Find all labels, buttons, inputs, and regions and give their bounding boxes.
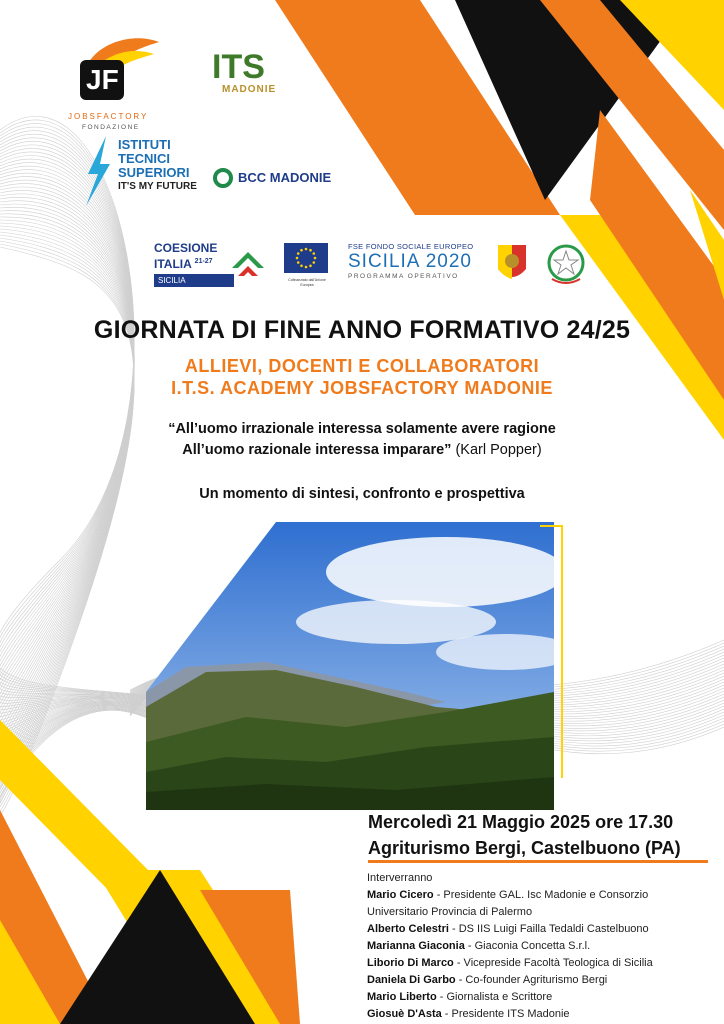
italian-republic-emblem-icon — [546, 243, 586, 285]
subtitle-audience: ALLIEVI, DOCENTI E COLLABORATORI — [184, 356, 540, 376]
landscape-photo — [146, 522, 554, 810]
event-date: Mercoledì 21 Maggio 2025 ore 17.30 — [368, 812, 674, 832]
fse-line3: PROGRAMMA OPERATIVO — [348, 273, 459, 280]
jobsfactory-sub: FONDAZIONE — [82, 124, 140, 131]
quote-line-2: All’uomo razionale interessa imparare” — [182, 442, 452, 458]
speaker-name: Mario Cicero — [367, 889, 434, 901]
speaker-row — [367, 989, 717, 1006]
coesione-line1: COESIONE — [154, 241, 218, 255]
its-madonie-logo[interactable] — [212, 50, 282, 114]
speaker-role: - Giornalista e Scrittore — [436, 991, 553, 1003]
speaker-row — [367, 955, 717, 972]
jobsfactory-name: JOBSFACTORY — [68, 112, 149, 121]
speaker-role: - Presidente GAL. Isc Madonie e Consorzio — [433, 889, 649, 901]
fse-sicilia-logo[interactable] — [348, 242, 488, 288]
speaker-row — [367, 904, 717, 921]
quote-author: (Karl Popper) — [455, 442, 542, 458]
divider-line — [368, 860, 708, 863]
speaker-role: - Co-founder Agriturismo Bergi — [455, 974, 608, 986]
fse-line1: FSE FONDO SOCIALE EUROPEO — [348, 242, 474, 251]
speaker-row — [367, 1006, 717, 1023]
italy-emblem[interactable] — [546, 243, 586, 285]
speaker-name: Liborio Di Marco — [367, 957, 454, 969]
quote-line-1: “All’uomo irrazionale interessa solamente avere ragione — [168, 421, 556, 437]
coesione-sup: 21-27 — [194, 258, 213, 265]
speaker-row — [367, 972, 717, 989]
speaker-row — [367, 887, 717, 904]
its-sub: MADONIE — [222, 84, 277, 95]
speaker-role: - Presidente ITS Madonie — [441, 1008, 570, 1020]
page-title: GIORNATA DI FINE ANNO FORMATIVO 24/25 — [93, 316, 631, 344]
quote-line-2-wrap — [0, 442, 724, 458]
eu-flag-logo[interactable] — [284, 243, 330, 287]
eu-flag-icon — [284, 243, 328, 273]
speaker-name: Giosuè D'Asta — [367, 1008, 442, 1020]
coesione-region: SICILIA — [154, 274, 234, 287]
speaker-role: - Giaconia Concetta S.r.l. — [464, 940, 591, 952]
speaker-name: Daniela Di Garbo — [367, 974, 456, 986]
speaker-role: - DS IIS Luigi Failla Tedaldi Castelbuono — [448, 923, 649, 935]
photo-accent-line — [540, 522, 570, 782]
its-mark: ITS — [212, 48, 265, 86]
bcc-icon — [212, 167, 234, 189]
coesione-arrow-icon — [230, 246, 266, 282]
fse-line2: SICILIA 2020 — [348, 251, 472, 272]
coesione-logo[interactable] — [154, 242, 268, 286]
speaker-name: Marianna Giaconia — [367, 940, 465, 952]
istituti-line2: TECNICI — [118, 151, 170, 166]
lightning-icon — [84, 136, 114, 206]
jobsfactory-logo[interactable] — [64, 32, 164, 132]
subtitle-academy: I.T.S. ACADEMY JOBSFACTORY MADONIE — [171, 378, 553, 398]
istituti-tagline: IT'S MY FUTURE — [118, 181, 197, 192]
speakers-heading: Interverranno — [367, 872, 433, 884]
jobsfactory-mark: JF — [86, 64, 119, 95]
event-tagline: Un momento di sintesi, confronto e prospettiva — [199, 486, 525, 502]
speaker-name: Mario Liberto — [367, 991, 437, 1003]
event-place: Agriturismo Bergi, Castelbuono (PA) — [368, 838, 681, 858]
bcc-madonie-logo[interactable] — [212, 167, 342, 189]
sicilia-region-emblem[interactable] — [496, 243, 528, 285]
bcc-text: BCC MADONIE — [238, 170, 332, 185]
speakers-list — [367, 870, 717, 1023]
speaker-row — [367, 921, 717, 938]
istituti-tecnici-logo[interactable] — [84, 136, 204, 208]
speaker-role: Universitario Provincia di Palermo — [367, 906, 533, 918]
istituti-line3: SUPERIORI — [118, 165, 190, 180]
speaker-row — [367, 938, 717, 955]
coesione-line2: ITALIA — [154, 257, 192, 271]
eu-caption: Cofinanziato dall'Unione Europea — [288, 278, 326, 287]
speaker-name: Alberto Celestri — [367, 923, 449, 935]
speaker-role: - Vicepreside Facoltà Teologica di Sicilia — [453, 957, 653, 969]
trinacria-icon — [496, 243, 528, 285]
istituti-line1: ISTITUTI — [118, 137, 171, 152]
